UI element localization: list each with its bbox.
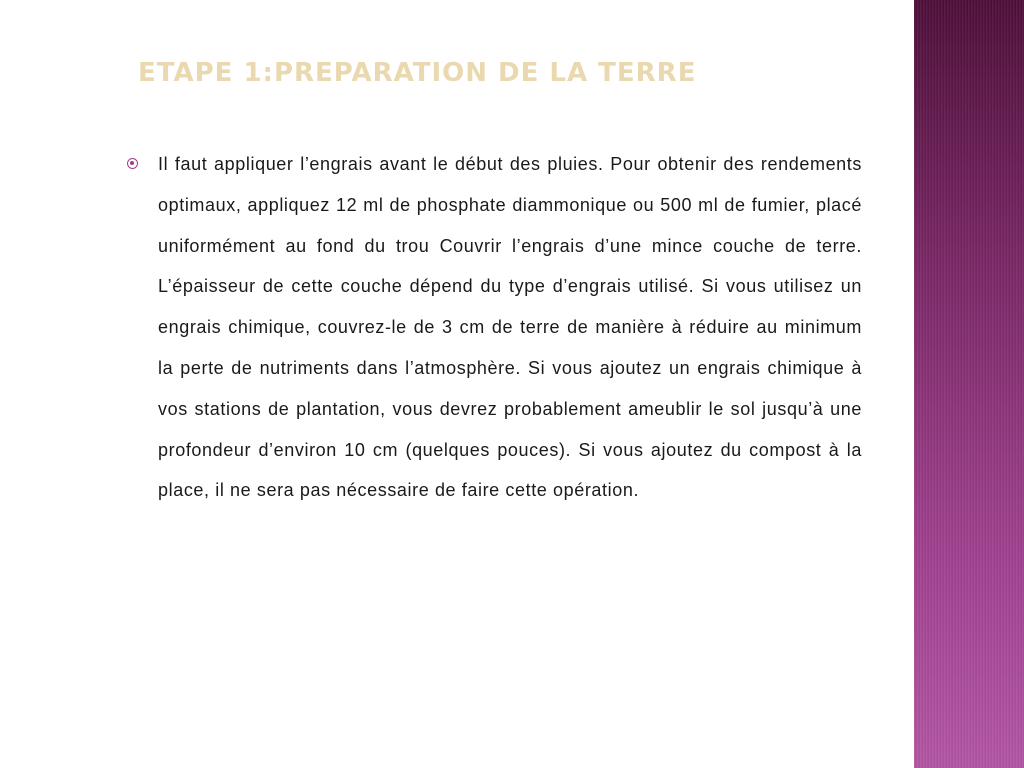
bullet-item <box>126 144 862 511</box>
slide-title: ETAPE 1:PREPARATION DE LA TERRE <box>138 58 697 88</box>
decorative-side-band <box>914 0 1024 768</box>
slide-content <box>126 144 862 511</box>
bullet-text: Il faut appliquer l’engrais avant le début des pluies. Pour obtenir des rendements optimaux, appliquez 12 ml de phosphate diammonique ou 500 ml de fumier, placé uniformément au fond du trou Couvrir l’engrais d’une mince couche de terre. L’épaisseur de cette couche dépend du type d’engrais utilisé. Si vous utilisez un engrais chimique, couvrez-le de 3 cm de terre de manière à réduire au minimum la perte de nutriments dans l’atmosphère. Si vous ajoutez un engrais chimique à vos stations de plantation, vous devrez probablement ameublir le sol jusqu’à une profondeur d’environ 10 cm (quelques pouces). Si vous ajoutez du compost à la place, il ne sera pas nécessaire de faire cette opération. <box>158 154 862 501</box>
bullet-circle-icon <box>127 158 138 169</box>
